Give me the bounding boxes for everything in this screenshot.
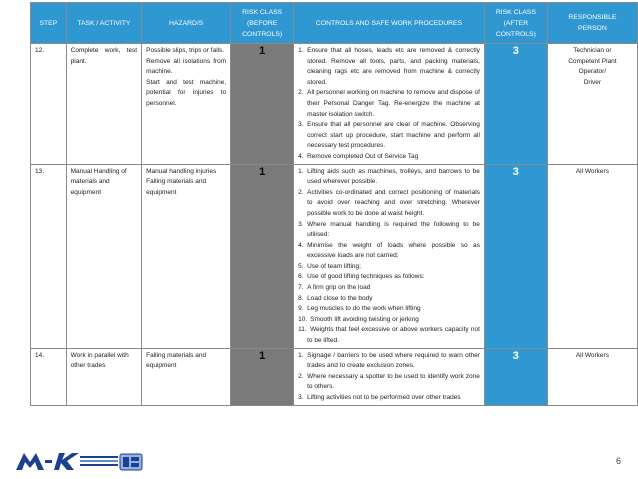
control-item: 4. Remove completed Out of Service Tag: [298, 152, 419, 160]
risk-before-value: 1: [231, 44, 294, 165]
step-number: 12.: [31, 44, 67, 165]
risk-before-value: 1: [231, 164, 294, 348]
hazard-text: Remove all isolations from machine.: [146, 57, 227, 76]
table-row: [31, 44, 638, 165]
control-text: Load close to the body: [307, 294, 373, 302]
control-item: 3. Ensure that all personnel are clear of machine. Observing correct start up procedure, start machine and perform all necessary test procedures.: [298, 121, 480, 150]
header-risk-before-line: RISK CLASS: [242, 8, 283, 16]
task-cell: Complete work, test plant.: [66, 44, 141, 165]
task-cell: Work in parallel with other trades: [66, 348, 141, 405]
risk-assessment-table: [30, 2, 638, 406]
control-item: 2. Where necessary a spotter to be used to identify work zone to others.: [298, 372, 480, 391]
control-item: 11. Weights that feel excessive or above workers capacity not to be lifted.: [298, 326, 480, 345]
header-responsible-line: PERSON: [578, 25, 607, 32]
control-text: All personnel working on machine to remove and dispose of their Personal Danger Tag. Re-energize the machine at master isolation switch.: [307, 89, 480, 118]
control-item: 2. Activities co-ordinated and correct positioning of materials to avoid over reaching and over stretching. Wherever possible work to be done at waist height.: [298, 188, 480, 217]
responsible-text: All Workers: [575, 351, 609, 359]
company-logo: [14, 448, 146, 474]
hazard-cell: [142, 348, 231, 405]
header-responsible: [547, 3, 637, 44]
page-number: 6: [615, 456, 621, 466]
header-step: STEP: [31, 3, 67, 44]
header-risk-after-line: RISK CLASS: [495, 8, 536, 16]
control-text: Where necessary a spotter to be used to identify work zone to others.: [307, 372, 480, 391]
hazard-cell: [142, 164, 231, 348]
control-text: Remove completed Out of Service Tag: [307, 152, 419, 160]
control-item: 1. Lifting aids such as machines, trolleys, and barrows to be used wherever possible.: [298, 167, 480, 186]
control-text: Use of team lifting;: [307, 262, 361, 270]
header-hazard: HAZARD/S: [142, 3, 231, 44]
responsible-cell: [547, 164, 637, 348]
header-risk-after-line: CONTROLS): [495, 30, 536, 38]
controls-list: [298, 167, 480, 347]
responsible-cell: [547, 44, 637, 165]
risk-before-value: 1: [231, 348, 294, 405]
control-text: Ensure that all hoses, leads etc are removed & correctly stored. Remove all tools, parts, and packing materials, cleaning rags etc are removed from machine & correctly stored.: [307, 47, 480, 86]
controls-cell: [294, 164, 485, 348]
logo-graphic: [14, 448, 146, 474]
control-text: Minimise the weight of loads where possible so as excessive loads are not carried;: [307, 241, 480, 260]
control-text: Where manual handling is required the following to be utilised:: [307, 220, 480, 239]
step-number: 13.: [31, 164, 67, 348]
risk-after-value: 3: [484, 44, 547, 165]
control-text: Lifting activities not to be performed over other trades: [307, 394, 461, 401]
control-item: 3. Lifting activities not to be performed over other trades: [298, 394, 461, 401]
controls-list: [298, 351, 480, 404]
control-text: Activities co-ordinated and correct positioning of materials to avoid over reaching and over stretching. Wherever possible work to be done at waist height.: [307, 188, 480, 217]
control-text: A firm grip on the load: [307, 284, 371, 292]
step-number: 14.: [31, 348, 67, 405]
responsible-text: Driver: [583, 78, 602, 86]
header-row: [31, 3, 638, 44]
header-risk-after: [484, 3, 547, 44]
control-text: Leg muscles to do the work when lifting: [307, 305, 421, 313]
header-risk-before-line: (BEFORE: [247, 19, 278, 27]
control-item: 7. A firm grip on the load: [298, 284, 371, 292]
hazard-text: Manual handling injuries Falling materials and equipment: [146, 167, 217, 196]
hazard-text: Falling materials and equipment: [146, 351, 207, 370]
header-controls: CONTROLS AND SAFE WORK PROCEDURES: [294, 3, 485, 44]
header-risk-after-line: (AFTER: [503, 19, 529, 27]
task-cell: Manual Handling of materials and equipment: [66, 164, 141, 348]
control-text: Lifting aids such as machines, trolleys, and barrows to be used wherever possible.: [307, 167, 480, 186]
header-risk-before: [231, 3, 294, 44]
control-item: 5. Use of team lifting;: [298, 262, 361, 270]
responsible-text: All Workers: [575, 167, 609, 175]
control-item: 2. All personnel working on machine to remove and dispose of their Personal Danger Tag. Re-energize the machine at master isolation switch.: [298, 89, 480, 118]
table-row: [31, 348, 638, 405]
responsible-text: Operator/: [578, 68, 607, 76]
control-text: Weights that feel excessive or above workers capacity not to be lifted.: [307, 326, 480, 345]
control-item: 10. Smooth lift avoiding twisting or jerking: [298, 315, 419, 323]
controls-cell: [294, 348, 485, 405]
risk-after-value: 3: [484, 348, 547, 405]
control-item: 8. Load close to the body: [298, 294, 373, 302]
control-text: Use of good lifting techniques as follows:: [307, 273, 425, 281]
control-item: 1. Signage / barriers to be used where required to warn other trades and to create exclusion zones.: [298, 351, 480, 370]
control-item: 9. Leg muscles to do the work when lifting: [298, 305, 421, 313]
control-text: Smooth lift avoiding twisting or jerking: [310, 315, 419, 323]
header-responsible-line: RESPONSIBLE: [568, 14, 617, 21]
header-task: TASK / ACTIVITY: [66, 3, 141, 44]
hazard-cell: [142, 44, 231, 165]
control-item: 4. Minimise the weight of loads where possible so as excessive loads are not carried;: [298, 241, 480, 260]
control-item: 3. Where manual handling is required the following to be utilised:: [298, 220, 480, 239]
control-item: 6. Use of good lifting techniques as follows:: [298, 273, 425, 281]
table-row: [31, 164, 638, 348]
controls-list: [298, 46, 480, 163]
responsible-text: Competent Plant: [568, 57, 617, 65]
hazard-text: Start and test machine, potential for injuries to personnel.: [146, 78, 227, 107]
control-item: 1. Ensure that all hoses, leads etc are removed & correctly stored. Remove all tools, parts, and packing materials, cleaning rags etc are removed from machine & correctly stored.: [298, 47, 480, 86]
controls-cell: [294, 44, 485, 165]
risk-after-value: 3: [484, 164, 547, 348]
responsible-cell: [547, 348, 637, 405]
control-text: Signage / barriers to be used where required to warn other trades and to create exclusion zones.: [307, 351, 480, 370]
hazard-text: Possible slips, trips or falls.: [146, 47, 225, 54]
header-risk-before-line: CONTROLS): [242, 30, 283, 38]
control-text: Ensure that all personnel are clear of machine. Observing correct start up procedure, start machine and perform all necessary test procedures.: [307, 121, 480, 150]
responsible-text: Technician or: [573, 47, 612, 54]
